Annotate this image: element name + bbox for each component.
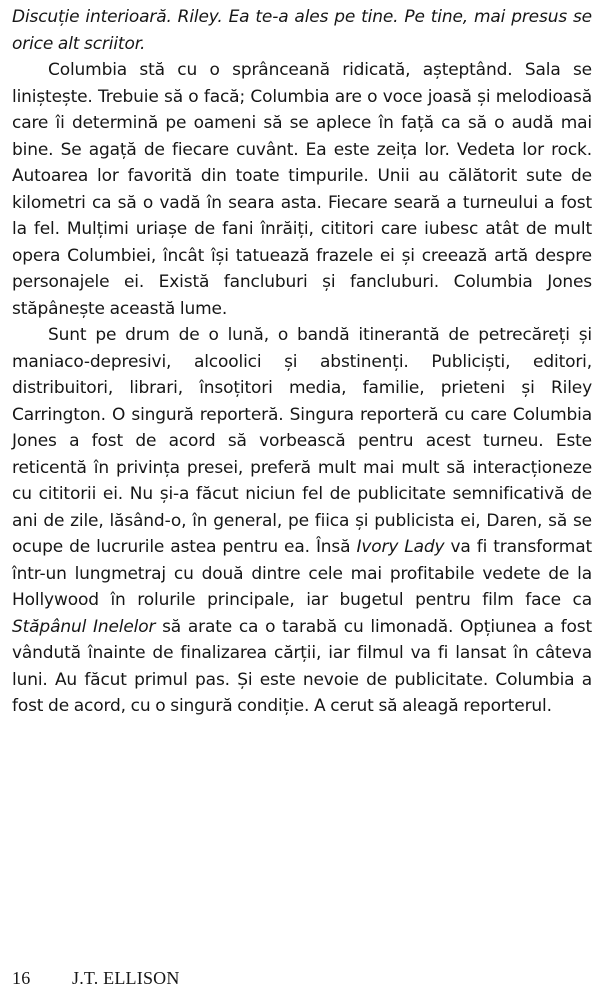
- book-page: [12, 4, 592, 720]
- paragraph-tour-description: [12, 322, 592, 720]
- page-footer: [12, 968, 180, 989]
- film-title-lord-of-the-rings: Stăpânul Inelelor: [12, 616, 156, 637]
- running-author-name: J.T. ELLISON: [72, 968, 180, 988]
- paragraph-text-segment: va fi transformat într-un lungmetraj cu două dintre cele mai profitabile vedete de la Hollywood în rolurile principale, iar bugetul pentru film face ca: [12, 537, 592, 610]
- paragraph-text-segment: să arate ca o tarabă cu limonadă. Opțiunea a fost vândută înainte de finalizarea cărții, iar filmul va fi lansat în câteva luni. Au făcut primul pas. Și este nevoie de publicitate. Columbia a fost de acord, cu o singură condiție. A cerut să aleagă reporterul.: [12, 616, 592, 716]
- paragraph-text-segment: Sunt pe drum de o lună, o bandă itinerantă de petrecăreți și maniaco-depresivi, alcoolici și abstinenți. Publiciști, editori, distribuitori, librari, însoțitori media, familie, prieteni și Riley Carrington. O singură reporteră. Singura reporteră cu care Columbia Jones a fost de acord să vorbească pentru acest turneu. Este reticentă în privința presei, preferă mult mai mult să interacționeze cu cititorii ei. Nu și-a făcut niciun fel de publicitate semnificativă de ani de zile, lăsând-o, în general, pe fiica și publicista ei, Daren, să se ocupe de lucrurile astea pentru ea. Însă: [12, 325, 592, 557]
- page-number: 16: [12, 968, 31, 988]
- book-title-ivory-lady: Ivory Lady: [356, 537, 445, 557]
- paragraph-columbia-audience: Columbia stă cu o sprânceană ridicată, așteptând. Sala se liniștește. Trebuie să o facă; Columbia are o voce joasă și melodioasă care îi determină pe oameni să se aplece în față ca să o audă mai bine. Se agață de fiecare cuvânt. Ea este zeița lor. Vedeta lor rock. Autoarea lor favorită din toate timpurile. Unii au călătorit sute de kilometri ca să o vadă în seara asta. Fiecare seară a turneului a fost la fel. Mulțimi uriașe de fani înrăiți, cititori care iubesc atât de mult opera Columbiei, încât își tatuează frazele ei și creează artă despre personajele ei. Există fancluburi și fancluburi. Columbia Jones stăpânește această lume.: [12, 60, 592, 319]
- paragraph-inner-thought: Discuție interioară. Riley. Ea te-a ales pe tine. Pe tine, mai presus se orice alt scriitor.: [12, 7, 592, 54]
